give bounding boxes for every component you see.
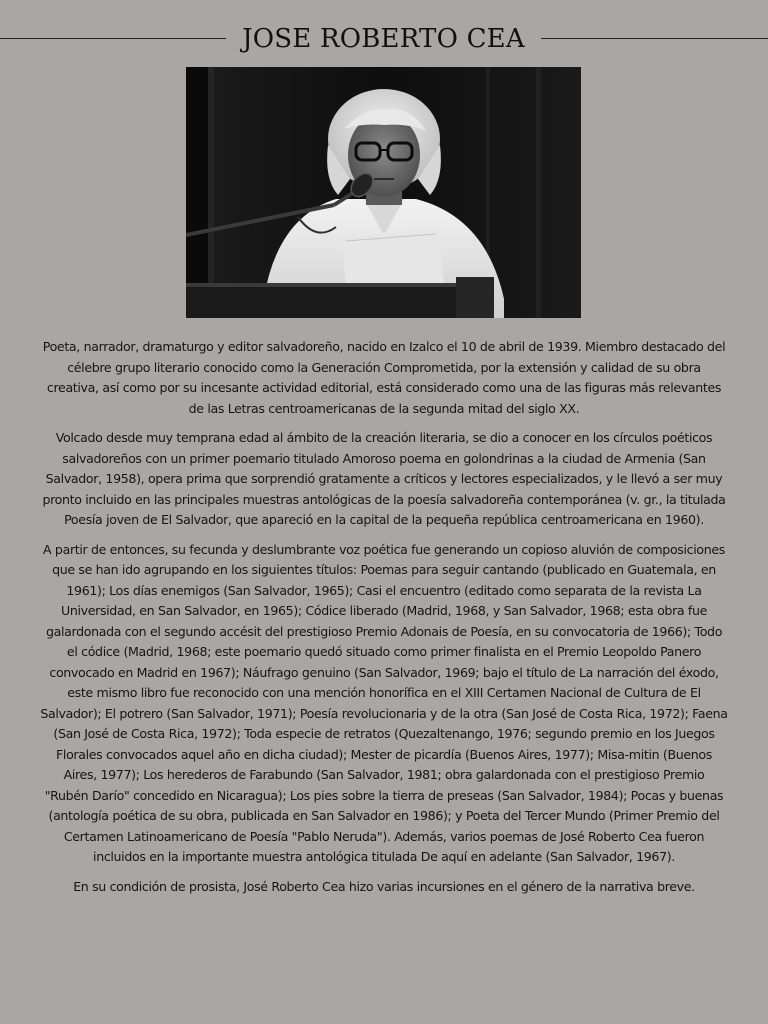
title-rule-right	[541, 38, 768, 39]
portrait-illustration	[186, 67, 581, 318]
biography-text	[40, 337, 728, 906]
paragraph-early-career: Volcado desde muy temprana edad al ámbito de la creación literaria, se dio a conocer en los círculos poéticos salvadoreños con un primer poemario titulado Amoroso poema en golondrinas a la ciudad de Armenia (San Salvador, 1958), opera prima que sorprendió gratamente a críticos y lectores especializados, y le llevó a ser muy pronto incluido en las principales muestras antológicas de la poesía salvadoreña contemporánea (v. gr., la titulada Poesía joven de El Salvador, que apareció en la capital de la pequeña república centroamericana en 1960).	[42, 430, 726, 527]
page-title: JOSE ROBERTO CEA	[242, 24, 525, 54]
title-row	[0, 22, 768, 56]
portrait-photo	[186, 67, 581, 318]
paragraph-intro: Poeta, narrador, dramaturgo y editor salvadoreño, nacido en Izalco el 10 de abril de 1939. Miembro destacado del célebre grupo literario conocido como la Generación Comprometida, por la extensión y calidad de su obra creativa, así como por su incesante actividad editorial, está considerado como una de las figuras más relevantes de las Letras centroamericanas de la segunda mitad del siglo XX.	[42, 339, 726, 416]
title-rule-left	[0, 38, 226, 39]
paragraph-prose: En su condición de prosista, José Roberto Cea hizo varias incursiones en el género de la narrativa breve.	[73, 878, 695, 894]
paragraph-works: A partir de entonces, su fecunda y deslumbrante voz poética fue generando un copioso aluvión de composiciones que se han ido agrupando en los siguientes títulos: Poemas para seguir cantando (publicado en Guatemala, en 1961); Los días enemigos (San Salvador, 1965); Casi el encuentro (editado como separata de la revista La Universidad, en San Salvador, en 1965); Códice liberado (Madrid, 1968, y San Salvador, 1968; esta obra fue galardonada con el segundo accésit del prestigioso Premio Adonais de Poesía, en su convocatoria de 1966); Todo el códice (Madrid, 1968; este poemario quedó situado como primer finalista en el Premio Leopoldo Panero convocado en Madrid en 1967); Náufrago genuino (San Salvador, 1969; bajo el título de La narración del éxodo, este mismo libro fue reconocido con una mención honorífica en el XIII Certamen Nacional de Cultura de El Salvador); El potrero (San Salvador, 1971); Poesía revolucionaria y de la otra (San José de Costa Rica, 1972); Faena (San José de Costa Rica, 1972); Toda especie de retratos (Quezaltenango, 1976; segundo premio en los Juegos Florales convocados aquel año en dicha ciudad); Mester de picardía (Buenos Aires, 1977); Misa-mitin (Buenos Aires, 1977); Los herederos de Farabundo (San Salvador, 1981; obra galardonada con el prestigioso Premio "Rubén Darío" concedido en Nicaragua); Los pies sobre la tierra de preseas (San Salvador, 1984); Pocas y buenas (antología poética de su obra, publicada en San Salvador en 1986); y Poeta del Tercer Mundo (Primer Premio del Certamen Latinoamericano de Poesía "Pablo Neruda"). Además, varios poemas de José Roberto Cea fueron incluidos en la importante muestra antológica titulada De aquí en adelante (San Salvador, 1967).	[40, 541, 728, 864]
